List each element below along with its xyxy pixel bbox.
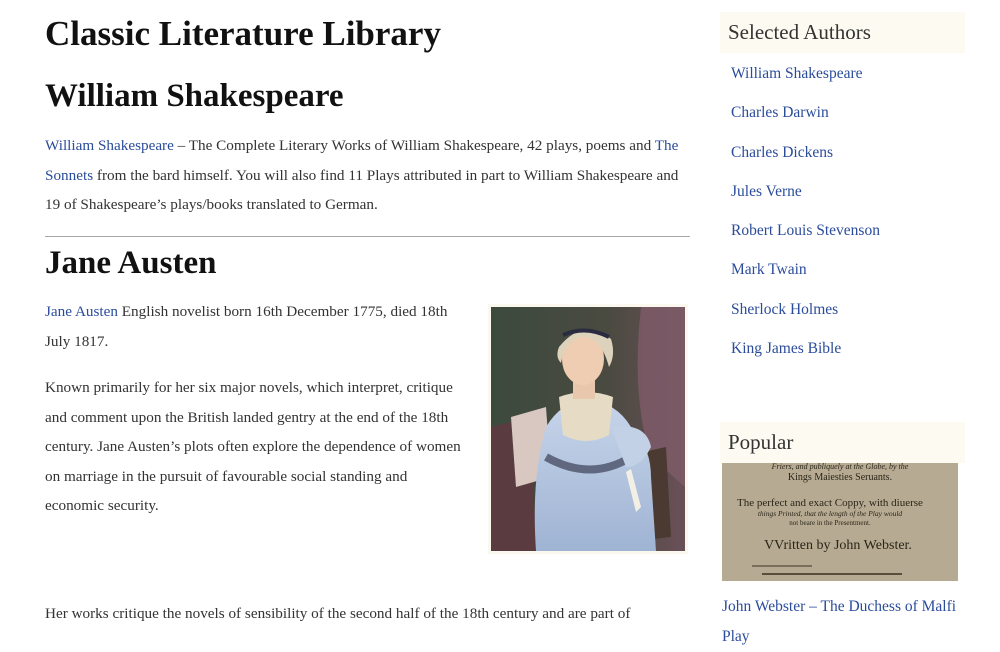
popular-post-link[interactable]: John Webster – The Duchess of Malfi Play: [722, 598, 957, 645]
austen-intro-text: English novelist born 16th December 1775, died 18th July 1817.: [45, 303, 448, 350]
author-link-robert-louis-stevenson[interactable]: Robert Louis Stevenson: [731, 222, 880, 240]
author-link-jules-verne[interactable]: Jules Verne: [731, 182, 802, 200]
author-list-item: [731, 250, 965, 289]
svg-text:things Printed, that the lengt: things Printed, that the length of the Play would: [757, 509, 903, 518]
author-list-item: [731, 172, 965, 211]
shakespeare-link[interactable]: William Shakespeare: [45, 137, 174, 154]
austen-paragraph-2: Known primarily for her six major novels, which interpret, critique and comment upon the British landed gentry at the end of the 18th century. Jane Austen’s plots often explore the dependence of women on marriage in the pursuit of favourable social standing and economic security.: [45, 379, 461, 514]
author-link-sherlock-holmes[interactable]: Sherlock Holmes: [731, 300, 839, 318]
selected-authors-widget: [720, 12, 965, 368]
svg-text:VVritten by John Webster.: VVritten by John Webster.: [764, 538, 912, 553]
popular-title: Popular: [720, 422, 965, 463]
shakespeare-description: [45, 131, 690, 220]
svg-text:The perfect and exact Coppy, w: The perfect and exact Coppy, with diuerse: [737, 497, 923, 509]
austen-link[interactable]: Jane Austen: [45, 303, 118, 320]
author-link-charles-dickens[interactable]: Charles Dickens: [731, 143, 834, 161]
site-title: Classic Literature Library: [45, 14, 441, 53]
author-list-item: [731, 93, 965, 132]
section-divider: [45, 236, 690, 237]
austen-paragraph-3: Her works critique the novels of sensibility of the second half of the 18th century and are part of: [45, 605, 631, 622]
author-link-william-shakespeare[interactable]: William Shakespeare: [731, 65, 863, 82]
title-page-illustration: [722, 463, 958, 581]
author-list-item: [731, 290, 965, 329]
duchess-of-malfi-title-page-image[interactable]: [722, 463, 958, 581]
section-heading-austen: Jane Austen: [45, 245, 217, 281]
portrait-illustration: [491, 307, 685, 551]
author-list-item: [731, 211, 965, 250]
author-list-item: [731, 329, 965, 368]
author-list-item: [731, 54, 965, 93]
selected-authors-title: Selected Authors: [720, 12, 965, 53]
svg-text:Friers, and publiquely at the: Friers, and publiquely at the Globe, by the: [771, 463, 909, 471]
author-link-charles-darwin[interactable]: Charles Darwin: [731, 104, 829, 122]
author-list: [720, 54, 965, 368]
popular-widget: [720, 422, 965, 652]
austen-portrait-image: [488, 304, 688, 554]
svg-text:not beare in the Presentment.: not beare in the Presentment.: [789, 519, 871, 527]
svg-text:Kings Maiesties Seruants.: Kings Maiesties Seruants.: [787, 472, 893, 483]
author-link-mark-twain[interactable]: Mark Twain: [731, 261, 807, 279]
shakespeare-text-2: from the bard himself. You will also find 11 Plays attributed in part to William Shakespeare and 19 of Shakespeare’s plays/books translated to German.: [45, 166, 679, 213]
author-link-king-james-bible[interactable]: King James Bible: [731, 340, 842, 358]
sonnets-link[interactable]: The Sonnets: [45, 137, 679, 184]
author-list-item: [731, 133, 965, 172]
section-heading-shakespeare: William Shakespeare: [45, 78, 344, 114]
shakespeare-text-1: – The Complete Literary Works of William Shakespeare, 42 plays, poems and: [173, 137, 655, 154]
austen-intro: [45, 297, 465, 356]
